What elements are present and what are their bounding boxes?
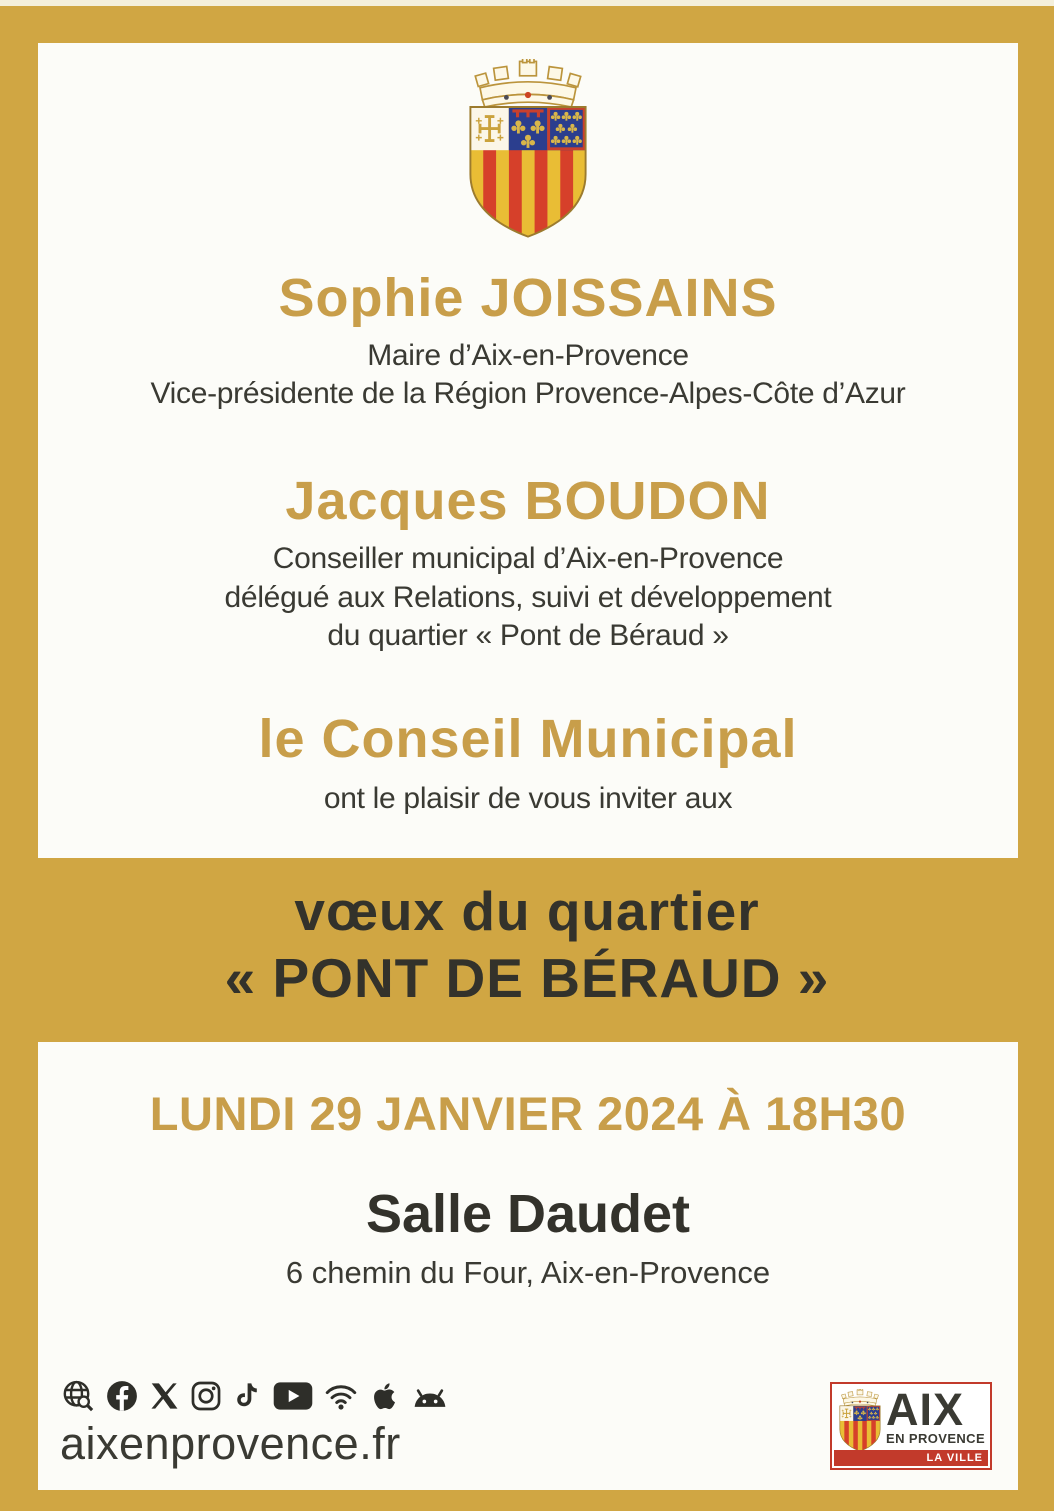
- venue-name: Salle Daudet: [365, 1184, 691, 1244]
- aix-logo-crest: [839, 1389, 881, 1452]
- event-datetime: LUNDI 29 JANVIER 2024 À 18H30: [149, 1087, 907, 1140]
- footer: [60, 1378, 992, 1470]
- youtube-icon: [273, 1381, 313, 1411]
- councillor-name: Jacques BOUDON: [285, 471, 771, 532]
- scan-edge: [0, 0, 1054, 6]
- x-twitter-icon: [148, 1380, 180, 1412]
- event-title-line1: vœux du quartier: [294, 880, 760, 942]
- mayor-name: Sophie JOISSAINS: [278, 268, 778, 328]
- social-icons-row: [60, 1378, 450, 1414]
- website-url: aixenprovence.fr: [60, 1418, 401, 1469]
- councillor-title-2: délégué aux Relations, suivi et développement: [224, 580, 832, 614]
- event-title-line2: « PONT DE BÉRAUD »: [224, 947, 830, 1010]
- globe-search-icon: [60, 1378, 96, 1414]
- social-block: [60, 1378, 450, 1470]
- venue-address: 6 chemin du Four, Aix-en-Provence: [285, 1255, 771, 1290]
- wifi-icon: [322, 1379, 360, 1413]
- aix-logo-region: EN PROVENCE: [886, 1431, 986, 1447]
- councillor-title-1: Conseiller municipal d’Aix-en-Provence: [272, 542, 784, 576]
- councillor-title-3: du quartier « Pont de Béraud »: [327, 618, 729, 652]
- aix-logo-city: AIX: [886, 1384, 965, 1435]
- header-panel: [38, 43, 1018, 858]
- instagram-icon: [189, 1379, 223, 1413]
- council-name: le Conseil Municipal: [258, 709, 798, 770]
- aix-ville-logo: [830, 1382, 992, 1470]
- mayor-title-2: Vice-présidente de la Région Provence-Alpes-Côte d’Azur: [150, 377, 906, 411]
- tiktok-icon: [232, 1380, 264, 1412]
- event-title-band: [0, 858, 1054, 1042]
- details-panel: [38, 1042, 1018, 1490]
- invitation-line: ont le plaisir de vous inviter aux: [323, 782, 733, 816]
- android-icon: [410, 1381, 450, 1411]
- apple-icon: [369, 1379, 401, 1413]
- aix-logo-text: [886, 1384, 986, 1447]
- facebook-icon: [105, 1379, 139, 1413]
- aix-logo-tagline: LA VILLE: [834, 1450, 988, 1466]
- aix-coat-of-arms: [468, 59, 588, 239]
- mayor-title-1: Maire d’Aix-en-Provence: [367, 338, 689, 372]
